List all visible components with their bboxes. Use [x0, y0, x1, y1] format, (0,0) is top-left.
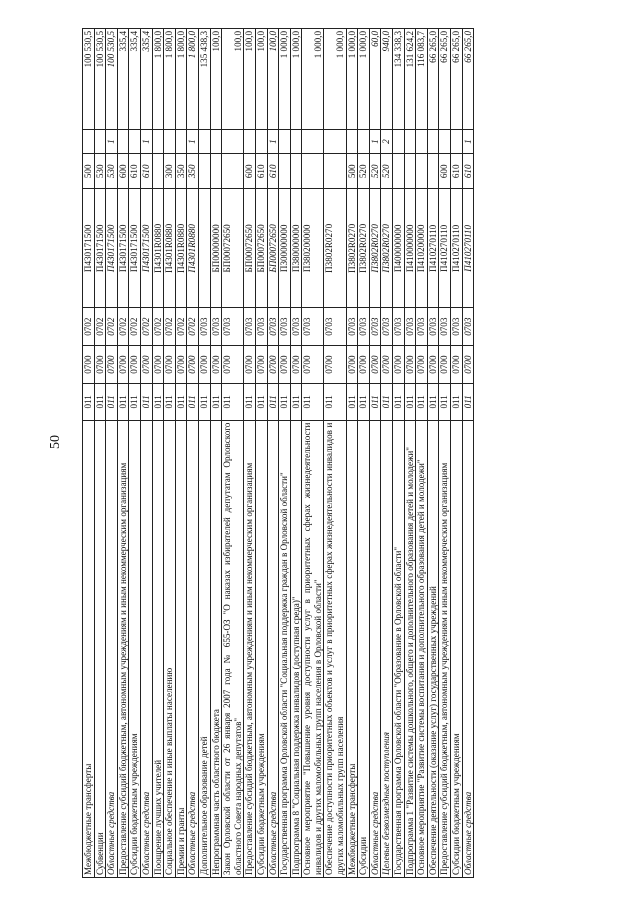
- funding-source-cell: [83, 130, 95, 154]
- row-name-cell: Областные средства: [187, 420, 199, 877]
- target-article-cell: П4301R0880: [152, 189, 164, 308]
- section-code-cell: 0700: [393, 346, 405, 384]
- amount-cell: 1 000,0: [302, 29, 324, 130]
- section-code-cell: 0700: [290, 346, 302, 384]
- expense-type-cell: 350: [175, 154, 187, 189]
- amount-cell: 100,0: [210, 29, 222, 130]
- expense-type-cell: 530: [106, 154, 118, 189]
- amount-cell: 1 000,0: [324, 29, 346, 130]
- subsection-code-cell: 0703: [369, 308, 381, 346]
- subsection-code-cell: 0702: [83, 308, 95, 346]
- subsection-code-cell: 0703: [404, 308, 416, 346]
- expense-type-cell: 610: [451, 154, 463, 189]
- expense-type-cell: 520: [358, 154, 370, 189]
- expense-type-cell: [290, 154, 302, 189]
- funding-source-cell: 1: [369, 130, 381, 154]
- target-article-cell: П4301R0880: [175, 189, 187, 308]
- section-code-cell: 0700: [369, 346, 381, 384]
- target-article-cell: П300000000: [279, 189, 291, 308]
- subsection-code-cell: 0703: [198, 308, 210, 346]
- admin-code-cell: 011: [164, 384, 176, 421]
- amount-cell: 66 265,0: [427, 29, 439, 130]
- subsection-code-cell: 0703: [427, 308, 439, 346]
- table-row: [164, 29, 176, 878]
- funding-source-cell: [404, 130, 416, 154]
- subsection-code-cell: 0703: [279, 308, 291, 346]
- row-name-cell: Областные средства: [267, 420, 279, 877]
- expense-type-cell: 530: [94, 154, 106, 189]
- funding-source-cell: 1: [462, 130, 474, 154]
- section-code-cell: 0700: [462, 346, 474, 384]
- target-article-cell: П3802R0270: [381, 189, 393, 308]
- amount-cell: 1 000,0: [358, 29, 370, 130]
- table-row: [381, 29, 393, 878]
- amount-cell: 1 000,0: [290, 29, 302, 130]
- section-code-cell: 0700: [302, 346, 324, 384]
- section-code-cell: 0700: [381, 346, 393, 384]
- subsection-code-cell: 0703: [381, 308, 393, 346]
- section-code-cell: 0700: [140, 346, 152, 384]
- funding-source-cell: [427, 130, 439, 154]
- amount-cell: 1 800,0: [187, 29, 199, 130]
- table-row: [198, 29, 210, 878]
- admin-code-cell: 011: [152, 384, 164, 421]
- table-row: [187, 29, 199, 878]
- subsection-code-cell: 0703: [290, 308, 302, 346]
- section-code-cell: 0700: [94, 346, 106, 384]
- funding-source-cell: 1: [106, 130, 118, 154]
- amount-cell: 940,0: [381, 29, 393, 130]
- admin-code-cell: 011: [210, 384, 222, 421]
- row-name-cell: Социальное обеспечение и иные выплаты населению: [164, 420, 176, 877]
- target-article-cell: [198, 189, 210, 308]
- admin-code-cell: 011: [129, 384, 141, 421]
- funding-source-cell: [129, 130, 141, 154]
- expense-type-cell: 610: [129, 154, 141, 189]
- admin-code-cell: 011: [117, 384, 129, 421]
- subsection-code-cell: 0702: [129, 308, 141, 346]
- row-name-cell: Целевые безвозмездные поступления: [381, 420, 393, 877]
- page-number: 50: [48, 435, 63, 449]
- amount-cell: 66 265,0: [462, 29, 474, 130]
- amount-cell: 1 800,0: [164, 29, 176, 130]
- target-article-cell: П410270110: [427, 189, 439, 308]
- amount-cell: 1 800,0: [175, 29, 187, 130]
- amount-cell: 66 265,0: [451, 29, 463, 130]
- funding-source-cell: 1: [187, 130, 199, 154]
- section-code-cell: 0700: [439, 346, 451, 384]
- amount-cell: 1 000,0: [346, 29, 358, 130]
- admin-code-cell: 011: [462, 384, 474, 421]
- subsection-code-cell: 0703: [244, 308, 256, 346]
- admin-code-cell: 011: [381, 384, 393, 421]
- section-code-cell: 0700: [83, 346, 95, 384]
- row-name-cell: Поощрение лучших учителей: [152, 420, 164, 877]
- subsection-code-cell: 0702: [187, 308, 199, 346]
- subsection-code-cell: 0703: [416, 308, 428, 346]
- admin-code-cell: 011: [439, 384, 451, 421]
- table-row: [416, 29, 428, 878]
- table-row: [222, 29, 244, 878]
- amount-cell: 66 265,0: [439, 29, 451, 130]
- target-article-cell: БП00072650: [222, 189, 244, 308]
- funding-source-cell: [451, 130, 463, 154]
- admin-code-cell: 011: [346, 384, 358, 421]
- admin-code-cell: 011: [290, 384, 302, 421]
- amount-cell: 335,4: [117, 29, 129, 130]
- row-name-cell: Межбюджетные трансферты: [83, 420, 95, 877]
- amount-cell: 100 530,5: [94, 29, 106, 130]
- table-row: [324, 29, 346, 878]
- amount-cell: 1 000,0: [279, 29, 291, 130]
- section-code-cell: 0700: [164, 346, 176, 384]
- amount-cell: 131 624,2: [404, 29, 416, 130]
- expense-type-cell: 520: [369, 154, 381, 189]
- target-article-cell: П410270110: [462, 189, 474, 308]
- table-row: [358, 29, 370, 878]
- funding-source-cell: [222, 130, 244, 154]
- funding-source-cell: 1: [267, 130, 279, 154]
- table-row: [244, 29, 256, 878]
- subsection-code-cell: 0703: [439, 308, 451, 346]
- expense-type-cell: [416, 154, 428, 189]
- row-name-cell: Предоставление субсидий бюджетным, автономным учреждениям и иным некоммерческим организациям: [439, 420, 451, 877]
- funding-source-cell: [358, 130, 370, 154]
- target-article-cell: П4301R0880: [164, 189, 176, 308]
- expense-type-cell: 600: [439, 154, 451, 189]
- section-code-cell: 0700: [358, 346, 370, 384]
- table-row: [427, 29, 439, 878]
- table-row: [393, 29, 405, 878]
- table-row: [404, 29, 416, 878]
- table-row: [451, 29, 463, 878]
- expense-type-cell: 600: [117, 154, 129, 189]
- expense-type-cell: 300: [164, 154, 176, 189]
- target-article-cell: П3802R0270: [324, 189, 346, 308]
- row-name-cell: Областные средства: [106, 420, 118, 877]
- subsection-code-cell: 0703: [222, 308, 244, 346]
- amount-cell: 100 530,5: [83, 29, 95, 130]
- amount-cell: 100,0: [267, 29, 279, 130]
- table-row: [267, 29, 279, 878]
- funding-source-cell: [255, 130, 267, 154]
- funding-source-cell: [324, 130, 346, 154]
- section-code-cell: 0700: [451, 346, 463, 384]
- subsection-code-cell: 0703: [462, 308, 474, 346]
- table-row: [129, 29, 141, 878]
- expense-type-cell: [427, 154, 439, 189]
- row-name-cell: Субсидии бюджетным учреждениям: [129, 420, 141, 877]
- target-article-cell: БП00072650: [267, 189, 279, 308]
- row-name-cell: Предоставление субсидий бюджетным, автономным учреждениям и иным некоммерческим организациям: [244, 420, 256, 877]
- row-name-cell: Межбюджетные трансферты: [346, 420, 358, 877]
- funding-source-cell: [290, 130, 302, 154]
- target-article-cell: П430171500: [117, 189, 129, 308]
- funding-source-cell: 2: [381, 130, 393, 154]
- row-name-cell: Государственная программа Орловской области "Социальная поддержка граждан в Орловской области": [279, 420, 291, 877]
- subsection-code-cell: 0702: [140, 308, 152, 346]
- row-name-cell: Областные средства: [462, 420, 474, 877]
- section-code-cell: 0700: [187, 346, 199, 384]
- expense-type-cell: [393, 154, 405, 189]
- expense-type-cell: 610: [255, 154, 267, 189]
- subsection-code-cell: 0702: [164, 308, 176, 346]
- expense-type-cell: [210, 154, 222, 189]
- admin-code-cell: 011: [244, 384, 256, 421]
- subsection-code-cell: 0703: [210, 308, 222, 346]
- amount-cell: 134 338,3: [393, 29, 405, 130]
- table-row: [302, 29, 324, 878]
- admin-code-cell: 011: [427, 384, 439, 421]
- row-name-cell: Субсидии: [358, 420, 370, 877]
- funding-source-cell: [279, 130, 291, 154]
- admin-code-cell: 011: [393, 384, 405, 421]
- table-row: [462, 29, 474, 878]
- expense-type-cell: 610: [267, 154, 279, 189]
- row-name-cell: Подпрограмма 8 "Социальная поддержка инвалидов (доступная среда)": [290, 420, 302, 877]
- admin-code-cell: 011: [302, 384, 324, 421]
- expense-type-cell: [324, 154, 346, 189]
- table-row: [290, 29, 302, 878]
- expense-type-cell: 600: [244, 154, 256, 189]
- row-name-cell: Подпрограмма 1 "Развитие системы дошкольного, общего и дополнительного образования детей и молодежи": [404, 420, 416, 877]
- section-code-cell: 0700: [222, 346, 244, 384]
- row-name-cell: Обеспечение доступности приоритетных объектов и услуг в приоритетных сферах жизнедеятельности инвалидов и других маломобильных групп населения: [324, 420, 346, 877]
- expense-type-cell: [279, 154, 291, 189]
- expense-type-cell: 500: [83, 154, 95, 189]
- admin-code-cell: 011: [404, 384, 416, 421]
- amount-cell: 335,4: [140, 29, 152, 130]
- admin-code-cell: 011: [94, 384, 106, 421]
- target-article-cell: П410270110: [451, 189, 463, 308]
- admin-code-cell: 011: [358, 384, 370, 421]
- section-code-cell: 0700: [175, 346, 187, 384]
- admin-code-cell: 011: [255, 384, 267, 421]
- budget-table: [82, 28, 474, 878]
- funding-source-cell: 1: [140, 130, 152, 154]
- funding-source-cell: [94, 130, 106, 154]
- section-code-cell: 0700: [324, 346, 346, 384]
- table-row: [279, 29, 291, 878]
- admin-code-cell: 011: [140, 384, 152, 421]
- admin-code-cell: 011: [324, 384, 346, 421]
- section-code-cell: 0700: [117, 346, 129, 384]
- funding-source-cell: [346, 130, 358, 154]
- subsection-code-cell: 0703: [346, 308, 358, 346]
- target-article-cell: П410000000: [404, 189, 416, 308]
- row-name-cell: Субсидии бюджетным учреждениям: [451, 420, 463, 877]
- funding-source-cell: [117, 130, 129, 154]
- target-article-cell: П430171500: [83, 189, 95, 308]
- admin-code-cell: 011: [279, 384, 291, 421]
- row-name-cell: Основное мероприятие "Повышение уровня доступности услуг в приоритетных сферах жизнедеятельности инвалидов и других маломобильных групп населения в Орловской области": [302, 420, 324, 877]
- admin-code-cell: 011: [416, 384, 428, 421]
- table-row: [175, 29, 187, 878]
- row-name-cell: Областные средства: [369, 420, 381, 877]
- funding-source-cell: [393, 130, 405, 154]
- funding-source-cell: [416, 130, 428, 154]
- admin-code-cell: 011: [369, 384, 381, 421]
- amount-cell: 135 438,3: [198, 29, 210, 130]
- row-name-cell: Обеспечение деятельности (оказание услуг) государственных учреждений: [427, 420, 439, 877]
- subsection-code-cell: 0703: [324, 308, 346, 346]
- row-name-cell: Закон Орловской области от 26 января 2007 года № 655-ОЗ "О наказах избирателей депутатам Орловского областного Совета народных депутатов": [222, 420, 244, 877]
- amount-cell: 100,0: [222, 29, 244, 130]
- amount-cell: 100,0: [244, 29, 256, 130]
- expense-type-cell: [302, 154, 324, 189]
- table-row: [117, 29, 129, 878]
- admin-code-cell: 011: [267, 384, 279, 421]
- table-row: [210, 29, 222, 878]
- funding-source-cell: [152, 130, 164, 154]
- table-row: [106, 29, 118, 878]
- section-code-cell: 0700: [255, 346, 267, 384]
- target-article-cell: П430171500: [129, 189, 141, 308]
- table-row: [369, 29, 381, 878]
- section-code-cell: 0700: [404, 346, 416, 384]
- table-row: [83, 29, 95, 878]
- section-code-cell: 0700: [244, 346, 256, 384]
- subsection-code-cell: 0703: [393, 308, 405, 346]
- subsection-code-cell: 0703: [451, 308, 463, 346]
- table-row: [94, 29, 106, 878]
- target-article-cell: БП00000000: [210, 189, 222, 308]
- admin-code-cell: 011: [222, 384, 244, 421]
- target-article-cell: П3802R0270: [346, 189, 358, 308]
- funding-source-cell: [302, 130, 324, 154]
- target-article-cell: П430171500: [94, 189, 106, 308]
- row-name-cell: Субвенции: [94, 420, 106, 877]
- target-article-cell: П430171500: [106, 189, 118, 308]
- funding-source-cell: [244, 130, 256, 154]
- subsection-code-cell: 0703: [267, 308, 279, 346]
- section-code-cell: 0700: [198, 346, 210, 384]
- section-code-cell: 0700: [427, 346, 439, 384]
- table-body: [83, 29, 474, 878]
- subsection-code-cell: 0703: [358, 308, 370, 346]
- section-code-cell: 0700: [106, 346, 118, 384]
- admin-code-cell: 011: [175, 384, 187, 421]
- admin-code-cell: 011: [451, 384, 463, 421]
- admin-code-cell: 011: [106, 384, 118, 421]
- section-code-cell: 0700: [279, 346, 291, 384]
- expense-type-cell: 520: [381, 154, 393, 189]
- row-name-cell: Дополнительное образование детей: [198, 420, 210, 877]
- admin-code-cell: 011: [198, 384, 210, 421]
- section-code-cell: 0700: [416, 346, 428, 384]
- target-article-cell: П380200000: [302, 189, 324, 308]
- amount-cell: 100,0: [255, 29, 267, 130]
- funding-source-cell: [198, 130, 210, 154]
- expense-type-cell: [222, 154, 244, 189]
- funding-source-cell: [164, 130, 176, 154]
- table-row: [140, 29, 152, 878]
- target-article-cell: П400000000: [393, 189, 405, 308]
- target-article-cell: П380000000: [290, 189, 302, 308]
- expense-type-cell: 350: [187, 154, 199, 189]
- subsection-code-cell: 0702: [94, 308, 106, 346]
- row-name-cell: Премии и гранты: [175, 420, 187, 877]
- section-code-cell: 0700: [210, 346, 222, 384]
- target-article-cell: П410270110: [439, 189, 451, 308]
- target-article-cell: П4301R0880: [187, 189, 199, 308]
- funding-source-cell: [175, 130, 187, 154]
- subsection-code-cell: 0702: [152, 308, 164, 346]
- section-code-cell: 0700: [152, 346, 164, 384]
- row-name-cell: Предоставление субсидий бюджетным, автономным учреждениям и иным некоммерческим организациям: [117, 420, 129, 877]
- row-name-cell: Областные средства: [140, 420, 152, 877]
- expense-type-cell: 500: [346, 154, 358, 189]
- expense-type-cell: [198, 154, 210, 189]
- amount-cell: 1 800,0: [152, 29, 164, 130]
- section-code-cell: 0700: [267, 346, 279, 384]
- amount-cell: 60,0: [369, 29, 381, 130]
- rotated-budget-table-wrapper: [82, 28, 474, 878]
- subsection-code-cell: 0702: [175, 308, 187, 346]
- target-article-cell: П430171500: [140, 189, 152, 308]
- section-code-cell: 0700: [129, 346, 141, 384]
- amount-cell: 100 530,5: [106, 29, 118, 130]
- subsection-code-cell: 0703: [255, 308, 267, 346]
- expense-type-cell: [404, 154, 416, 189]
- target-article-cell: П3802R0270: [358, 189, 370, 308]
- funding-source-cell: [439, 130, 451, 154]
- subsection-code-cell: 0702: [106, 308, 118, 346]
- target-article-cell: П3802R0270: [369, 189, 381, 308]
- table-row: [152, 29, 164, 878]
- table-row: [255, 29, 267, 878]
- amount-cell: 335,4: [129, 29, 141, 130]
- table-row: [439, 29, 451, 878]
- admin-code-cell: 011: [187, 384, 199, 421]
- expense-type-cell: 610: [140, 154, 152, 189]
- expense-type-cell: [152, 154, 164, 189]
- table-row: [346, 29, 358, 878]
- target-article-cell: БП00072650: [244, 189, 256, 308]
- subsection-code-cell: 0702: [117, 308, 129, 346]
- section-code-cell: 0700: [346, 346, 358, 384]
- target-article-cell: БП00072650: [255, 189, 267, 308]
- subsection-code-cell: 0703: [302, 308, 324, 346]
- row-name-cell: Основное мероприятие "Развитие системы воспитания и дополнительного образования детей и молодежи": [416, 420, 428, 877]
- amount-cell: 116 083,7: [416, 29, 428, 130]
- row-name-cell: Государственная программа Орловской области "Образование в Орловской области": [393, 420, 405, 877]
- funding-source-cell: [210, 130, 222, 154]
- admin-code-cell: 011: [83, 384, 95, 421]
- target-article-cell: П410200000: [416, 189, 428, 308]
- row-name-cell: Непрограммная часть областного бюджета: [210, 420, 222, 877]
- expense-type-cell: 610: [462, 154, 474, 189]
- row-name-cell: Субсидии бюджетным учреждениям: [255, 420, 267, 877]
